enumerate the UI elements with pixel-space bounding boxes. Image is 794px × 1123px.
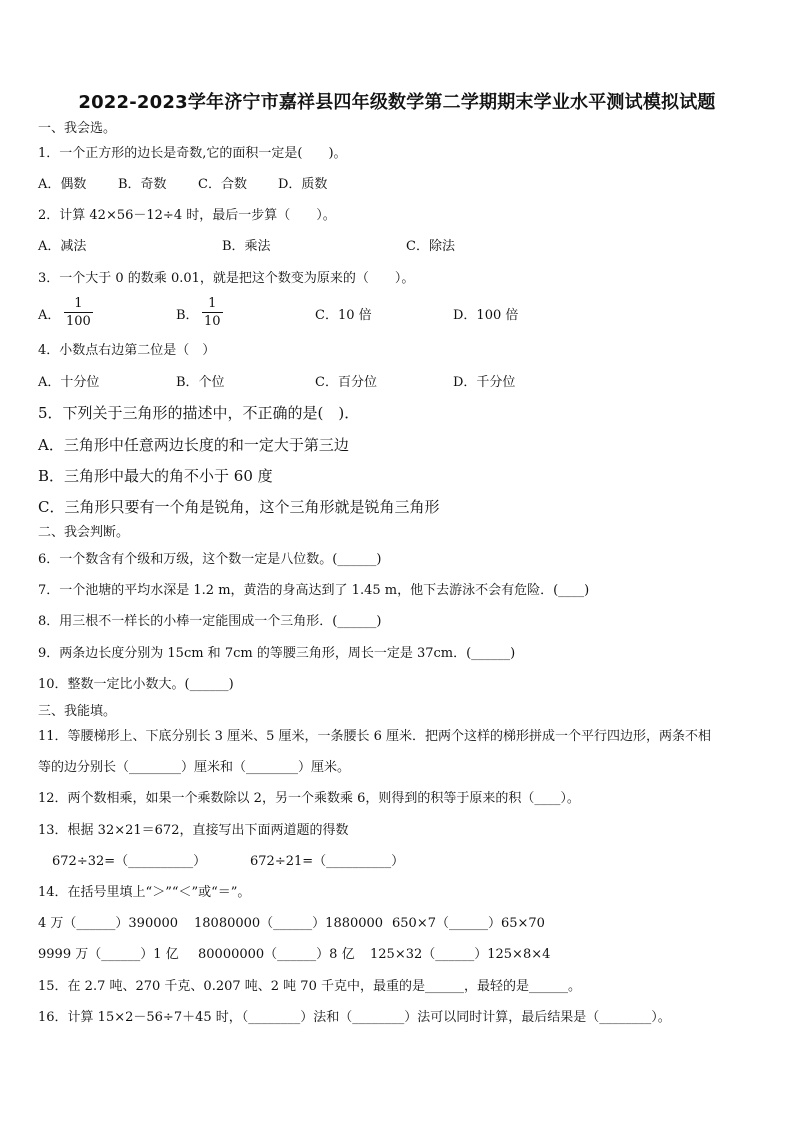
q3-option-b-label[interactable]: B． [176, 308, 199, 323]
question-13-stem: 13．根据 32×21＝672，直接写出下面两道题的得数 [38, 823, 349, 838]
fraction-numerator: 1 [74, 296, 83, 311]
fraction-denominator: 100 [66, 314, 91, 329]
q1-option-c[interactable]: C．合数 [198, 177, 247, 192]
q14-row2-item2[interactable]: 80000000（______）8 亿 [198, 947, 355, 962]
q4-option-d[interactable]: D．千分位 [453, 375, 516, 390]
q3-option-d[interactable]: D．100 倍 [453, 308, 519, 323]
question-4-stem: 4．小数点右边第二位是（ ） [38, 343, 216, 358]
q3-option-b-fraction[interactable] [202, 296, 223, 329]
q1-option-a[interactable]: A．偶数 [38, 177, 87, 192]
fraction-bar [202, 312, 223, 313]
question-10: 10．整数一定比小数大。(______) [38, 677, 234, 692]
question-3-stem: 3．一个大于 0 的数乘 0.01，就是把这个数变为原来的（ ）。 [38, 271, 415, 286]
question-15: 15．在 2.7 吨、270 千克、0.207 吨、2 吨 70 千克中，最重的是______，最轻的是______。 [38, 979, 581, 994]
q3-option-a-label[interactable]: A． [38, 308, 61, 323]
section-heading-choose: 一、我会选。 [38, 121, 117, 136]
question-16: 16．计算 15×2－56÷7＋45 时，（________）法和（________）法可以同时计算，最后结果是（________）。 [38, 1010, 671, 1025]
q5-option-c[interactable]: C．三角形只要有一个角是锐角，这个三角形就是锐角三角形 [38, 498, 440, 516]
q4-option-c[interactable]: C．百分位 [315, 375, 377, 390]
section-heading-fill: 三、我能填。 [38, 704, 117, 719]
q14-row2-item1[interactable]: 9999 万（______）1 亿 [38, 947, 179, 962]
fraction-bar [64, 312, 93, 313]
q3-option-c[interactable]: C．10 倍 [315, 308, 372, 323]
question-12: 12．两个数相乘，如果一个乘数除以 2，另一个乘数乘 6，则得到的积等于原来的积（____）。 [38, 791, 580, 806]
q2-option-c[interactable]: C．除法 [406, 239, 455, 254]
q5-option-a[interactable]: A．三角形中任意两边长度的和一定大于第三边 [38, 436, 349, 454]
q14-row1-item2[interactable]: 18080000（______）1880000 [194, 916, 384, 931]
question-14-stem: 14．在括号里填上“＞”“＜”或“＝”。 [38, 885, 251, 900]
question-11-line-2: 等的边分别长（________）厘米和（________）厘米。 [38, 760, 351, 775]
question-7: 7．一个池塘的平均水深是 1.2 m，黄浩的身高达到了 1.45 m，他下去游泳不会有危险．(____) [38, 583, 590, 598]
fraction-denominator: 10 [204, 314, 221, 329]
q3-option-a-fraction[interactable] [64, 296, 93, 329]
section-heading-judge: 二、我会判断。 [38, 525, 130, 540]
q5-option-b[interactable]: B．三角形中最大的角不小于 60 度 [38, 467, 273, 485]
q2-option-b[interactable]: B．乘法 [222, 239, 271, 254]
q1-option-b[interactable]: B．奇数 [118, 177, 167, 192]
q14-row1-item3[interactable]: 650×7（______）65×70 [392, 916, 545, 931]
question-9: 9．两条边长度分别为 15cm 和 7cm 的等腰三角形，周长一定是 37cm．(______) [38, 646, 516, 661]
q14-row2-item3[interactable]: 125×32（______）125×8×4 [370, 947, 551, 962]
q13-blank-b[interactable]: 672÷21=（__________） [250, 854, 405, 869]
q13-blank-a[interactable]: 672÷32=（__________） [52, 854, 207, 869]
page-title: 2022-2023学年济宁市嘉祥县四年级数学第二学期期末学业水平测试模拟试题 [78, 92, 716, 113]
question-2-stem: 2．计算 42×56－12÷4 时，最后一步算（ ）。 [38, 208, 336, 223]
question-11-line-1: 11．等腰梯形上、下底分别长 3 厘米、5 厘米，一条腰长 6 厘米．把两个这样的梯形拼成一个平行四边形，两条不相 [38, 729, 712, 744]
q4-option-b[interactable]: B．个位 [176, 375, 225, 390]
q2-option-a[interactable]: A．减法 [38, 239, 87, 254]
question-1-stem: 1．一个正方形的边长是奇数,它的面积一定是( )。 [38, 146, 347, 161]
fraction-numerator: 1 [208, 296, 217, 311]
q1-option-d[interactable]: D．质数 [278, 177, 328, 192]
q4-option-a[interactable]: A．十分位 [38, 375, 100, 390]
question-8: 8．用三根不一样长的小棒一定能围成一个三角形．(______) [38, 614, 382, 629]
q14-row1-item1[interactable]: 4 万（______）390000 [38, 916, 179, 931]
question-6: 6．一个数含有个级和万级，这个数一定是八位数。(______) [38, 552, 382, 567]
question-5-stem: 5．下列关于三角形的描述中，不正确的是( )． [38, 404, 360, 422]
